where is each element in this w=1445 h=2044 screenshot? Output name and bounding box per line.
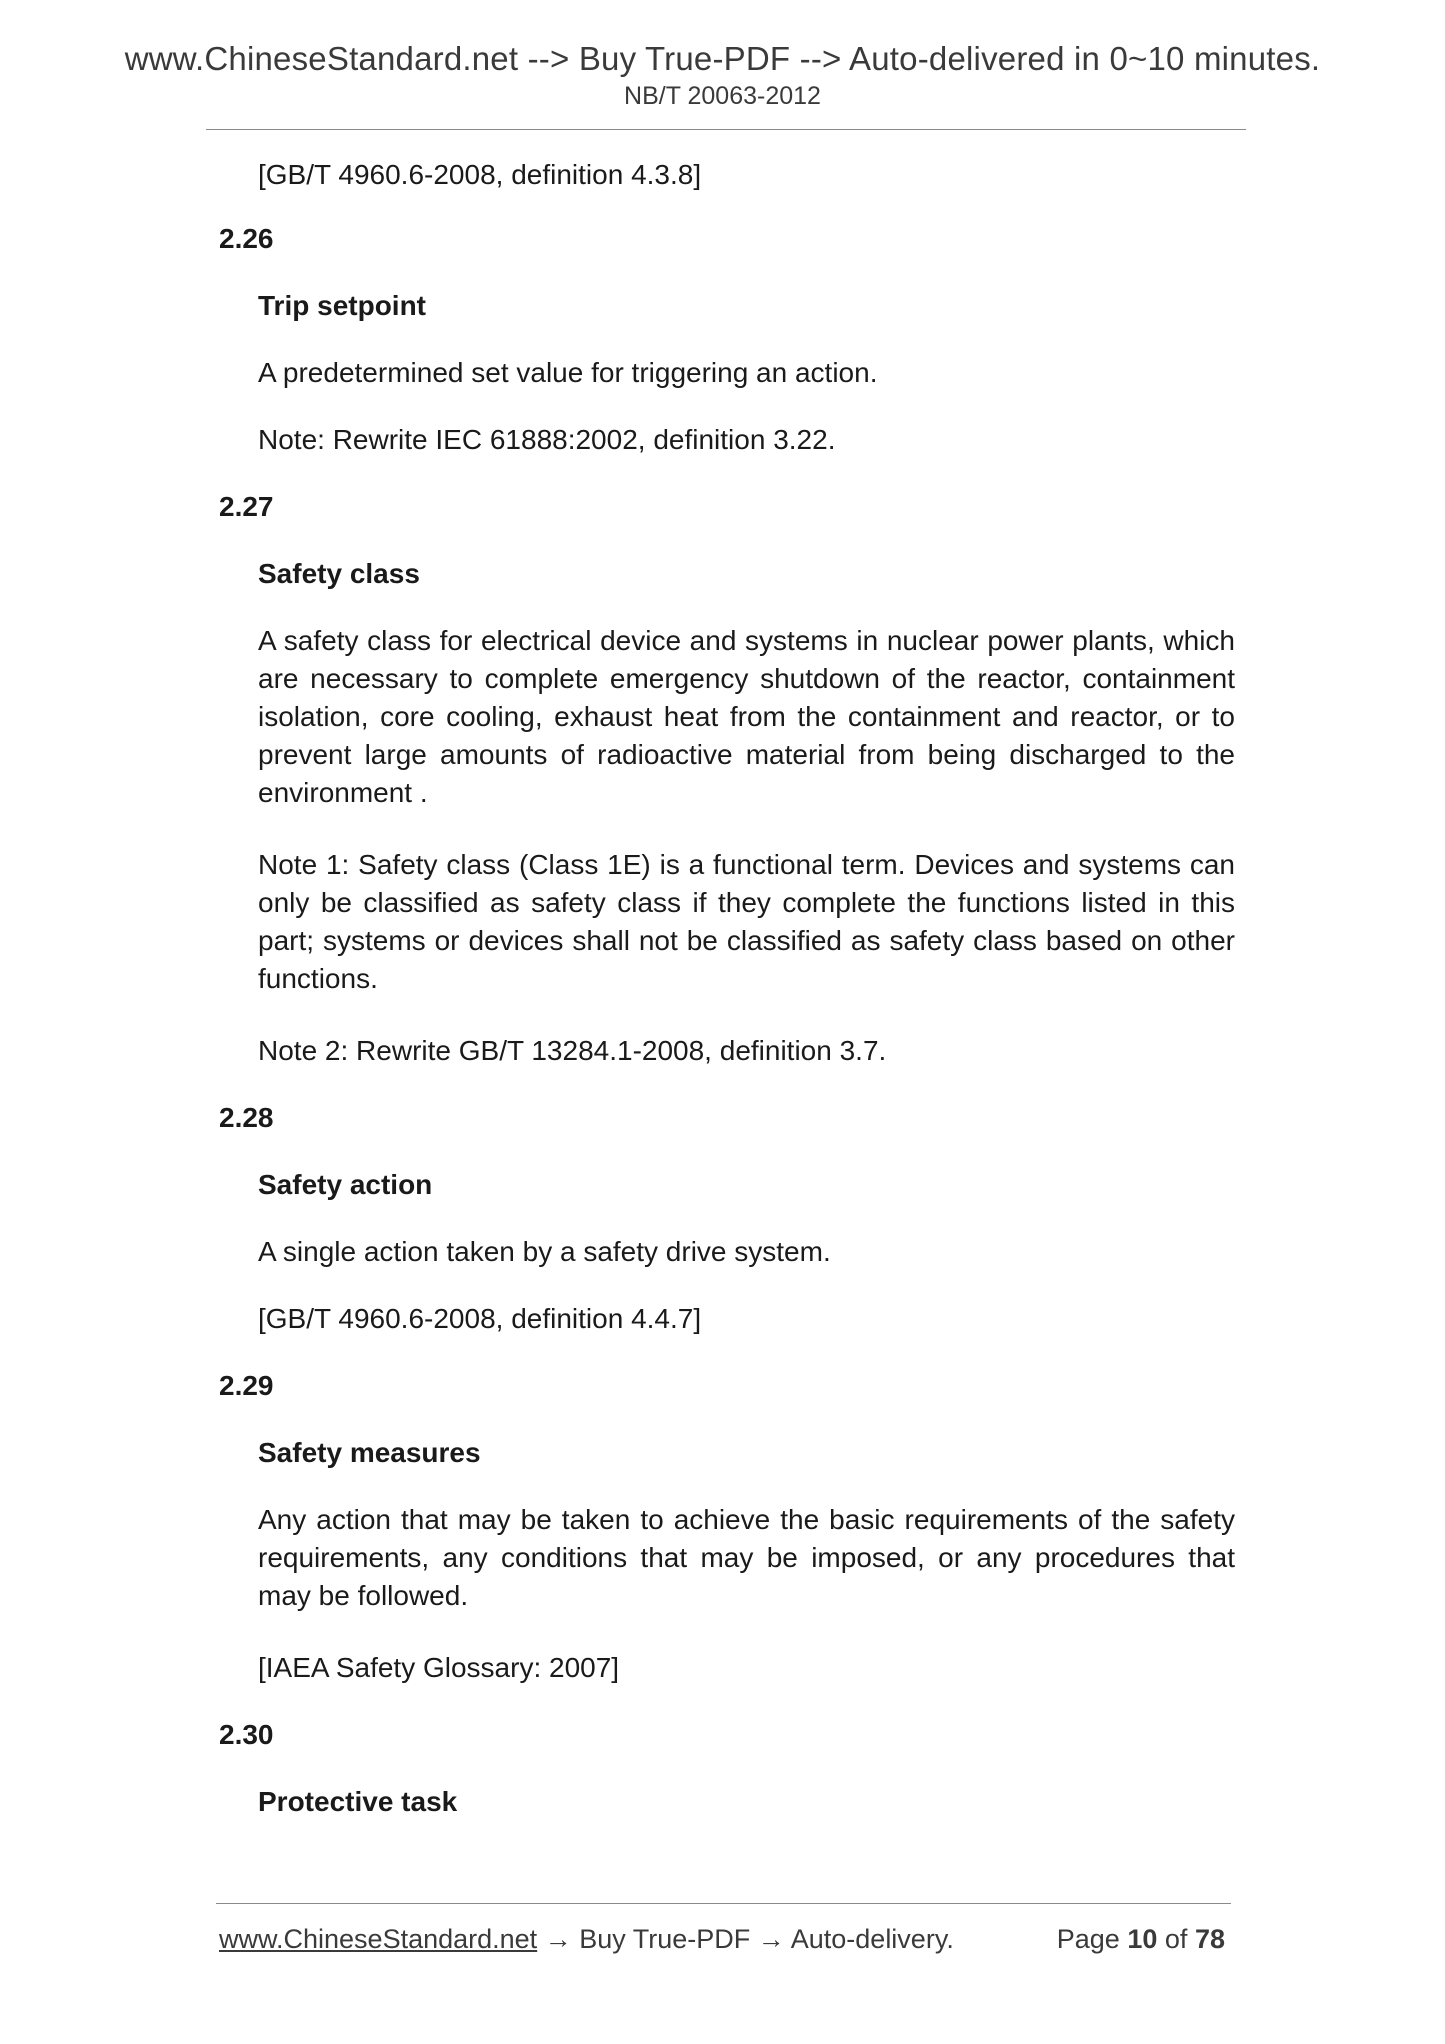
footer-site-link[interactable]: www.ChineseStandard.net	[219, 1924, 538, 1954]
page-current: 10	[1127, 1924, 1158, 1954]
term-safety-class: Safety class	[258, 558, 420, 589]
section-number-2-28: 2.28	[219, 1102, 274, 1133]
note-text: Note 1: Safety class (Class 1E) is a functional term. Devices and systems can only be classified as safety class if they complete the functions listed in this part; systems or devices shall not be classified as safety class based on other functions.	[258, 849, 1235, 994]
section-number-2-30: 2.30	[219, 1719, 274, 1750]
definition-text: A single action taken by a safety drive system.	[258, 1236, 831, 1267]
note-text: Note: Rewrite IEC 61888:2002, definition 3.22.	[258, 424, 836, 455]
page-word: Page	[1056, 1924, 1120, 1954]
definition-text: A predetermined set value for triggering an action.	[258, 357, 878, 388]
header-site-line: www.ChineseStandard.net --> Buy True-PDF --> Auto-delivered in 0~10 minutes.	[124, 40, 1321, 77]
reference-text: [GB/T 4960.6-2008, definition 4.4.7]	[258, 1303, 702, 1334]
definition-text: A safety class for electrical device and systems in nuclear power plants, which are necessary to complete emergency shutdown of the reactor, containment isolation, core cooling, exhaust heat from the containment and reactor, or to prevent large amounts of radioactive material from being discharged to the environment .	[258, 625, 1235, 808]
reference-text: [IAEA Safety Glossary: 2007]	[258, 1652, 620, 1683]
note-text: Note 2: Rewrite GB/T 13284.1-2008, definition 3.7.	[258, 1035, 887, 1066]
footer-divider	[216, 1903, 1231, 1904]
section-number-2-27: 2.27	[219, 491, 274, 522]
term-safety-action: Safety action	[258, 1169, 433, 1200]
footer-tagline: → Buy True-PDF → Auto-delivery.	[537, 1924, 954, 1954]
term-trip-setpoint: Trip setpoint	[258, 290, 426, 321]
section-number-2-26: 2.26	[219, 223, 274, 254]
term-safety-measures: Safety measures	[258, 1437, 481, 1468]
header-standard-code: NB/T 20063-2012	[624, 82, 821, 110]
reference-text: [GB/T 4960.6-2008, definition 4.3.8]	[258, 159, 702, 190]
page-total: 78	[1194, 1924, 1225, 1954]
of-word: of	[1164, 1924, 1188, 1954]
definition-text: Any action that may be taken to achieve the basic requirements of the safety requirements, any conditions that may be imposed, or any procedures that may be followed.	[258, 1504, 1235, 1611]
page-indicator	[1057, 1924, 1225, 1955]
term-protective-task: Protective task	[258, 1786, 458, 1817]
header-divider	[206, 129, 1246, 130]
section-number-2-29: 2.29	[219, 1370, 274, 1401]
footer-left	[219, 1924, 954, 1955]
